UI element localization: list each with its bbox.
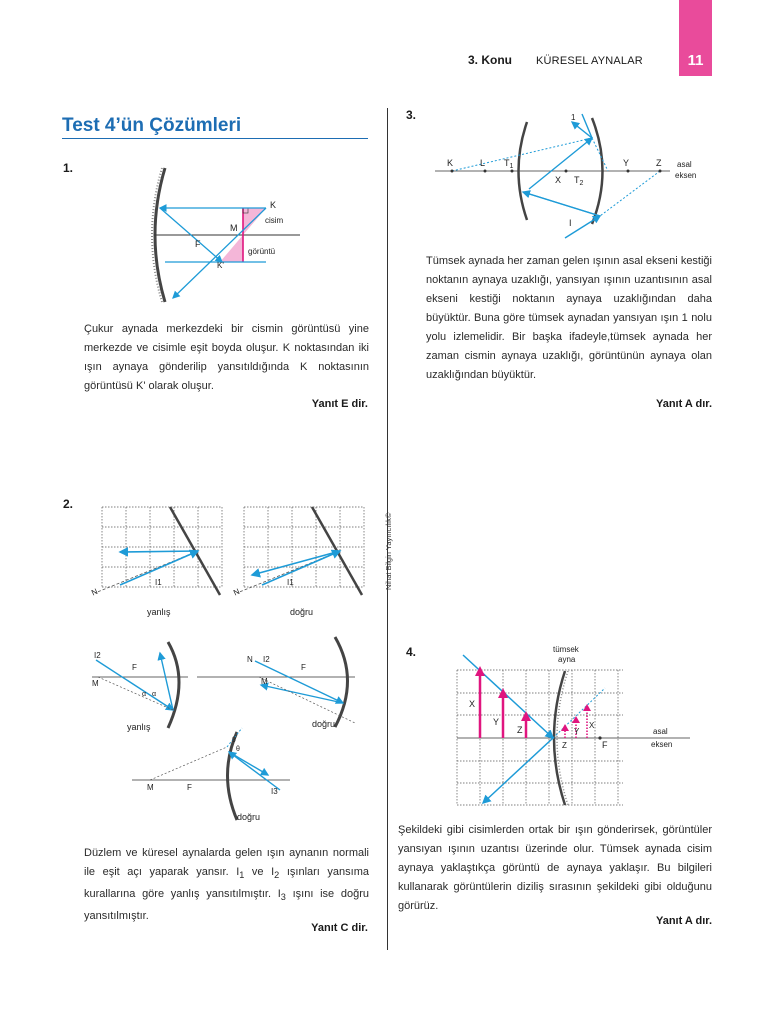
q2-label-I1-2: I1 [287, 578, 294, 587]
q3-label-X: X [555, 175, 562, 185]
q2-sub-3: 3 [280, 892, 286, 903]
q4-label-Z-image: Z [562, 741, 567, 750]
q3-label-1: 1 [571, 113, 576, 122]
q4-label-eksen: eksen [651, 740, 673, 749]
q2-label-M-convex: M [147, 783, 154, 792]
q2-text-c: ışınları yansıma kurallarına göre yanlış yansıtılmıştır. I [84, 866, 369, 901]
q4-label-Z: Z [517, 725, 523, 735]
q2-explanation [84, 844, 369, 926]
q3-label-asal: asal [677, 160, 692, 169]
q4-figure [455, 643, 700, 813]
q2-label-theta-2: θ [236, 746, 240, 753]
q2-label-alpha-2: α [152, 691, 157, 698]
q3-figure [430, 110, 720, 245]
q2-text-d: ışını ise doğru yansıtılmıştır. [84, 888, 369, 923]
q2-sub-2: 2 [274, 870, 280, 881]
q3-label-eksen: eksen [675, 171, 697, 180]
q2-caption-dogru-2: doğru [312, 719, 336, 729]
q2-text-a: Düzlem ve küresel aynalarda gelen ışın aynanın normali ile eşit açı yaparak yansır. I [84, 847, 369, 878]
q2-grid-figure-right [232, 505, 372, 605]
q4-explanation: Şekildeki gibi cisimlerden ortak bir ışın gönderirsek, görüntüler yansıyan ışının uzantısı üzerinde olur. Tümsek aynada cisim aynaya yaklaştıkça görüntü de aynaya yaklaşır. Bu bilgileri kullanarak görüntülerin diziliş sırasının şekildeki gibi olduğunu görürüz. [398, 824, 712, 912]
q1-figure [140, 160, 320, 310]
q2-convex-figure [130, 730, 300, 820]
q2-text-b: ve I [244, 866, 275, 878]
q4-label-F: F [602, 740, 608, 750]
q4-label-Y: Y [493, 717, 500, 727]
q3-explanation: Tümsek aynada her zaman gelen ışının asal ekseni kestiği noktanın aynaya uzaklığı, yansıyan ışının uzantısının asal ekseni kestiği noktanın aynaya uzaklığından daha büyüktür. Buna göre tümsek aynadan yansıyan ışın 1 nolu yolu izlemelidir. Bir başka ifadeyle,tümsek aynada her zaman cismin aynaya uzaklığı, görüntünün aynaya olan uzaklığından büyüktür. [426, 255, 712, 381]
q2-label-F-convex: F [187, 783, 192, 792]
page-number: 11 [687, 52, 704, 69]
q2-answer: Yanıt C dir. [311, 922, 368, 934]
q2-label-F-right: F [301, 663, 306, 672]
q2-sub-1: 1 [239, 870, 245, 881]
q3-label-L: L [480, 158, 486, 168]
q2-label-I3: I3 [271, 787, 278, 796]
q3-number: 3. [406, 108, 417, 122]
q4-label-tumsek: tümsek [553, 645, 579, 654]
q2-caption-yanlis-1: yanlış [147, 607, 171, 617]
q4-label-X-image: X [589, 721, 595, 730]
q1-explanation: Çukur aynada merkezdeki bir cismin görüntüsü yine merkezde ve cisimle eşit boyda oluşur. K noktasından iki ışın aynaya gönderilip yansıtıldığında K noktasının görüntüsü K' olarak oluşur. [84, 323, 369, 392]
q2-label-F-wrong: F [132, 663, 137, 672]
q4-label-Y-image: Y [574, 727, 580, 736]
q4-label-ayna: ayna [558, 655, 576, 664]
q1-number: 1. [63, 161, 74, 175]
q4-number: 4. [406, 645, 417, 659]
q2-label-N-2: N [232, 586, 242, 598]
q4-answer: Yanıt A dır. [655, 915, 712, 927]
publisher-vertical-text: Nihat Bilgin Yayıncılık© [384, 512, 393, 590]
q1-label-F: F [195, 239, 201, 249]
section-name: KÜRESEL AYNALAR [536, 55, 643, 67]
q3-label-T1: $T_1$ [504, 158, 514, 170]
q1-label-M: M [230, 223, 238, 233]
q2-label-M-wrong: M [92, 679, 99, 688]
q1-answer: Yanıt E dir. [311, 398, 368, 410]
q2-label-N-3: N [247, 655, 253, 664]
q3-label-Y: Y [623, 158, 630, 168]
q2-caption-dogru-1: doğru [290, 607, 314, 617]
q2-label-M-right: M [261, 677, 268, 686]
q3-label-T2: $T_2$ [574, 175, 584, 187]
q2-label-theta-1: θ [232, 737, 236, 744]
q2-label-I1: I1 [155, 578, 162, 587]
q1-label-Kprime: K' [217, 261, 224, 270]
q3-label-I: I [569, 218, 572, 228]
q3-label-K: K [447, 158, 454, 168]
q4-label-X: X [469, 699, 476, 709]
q4-label-asal: asal [653, 727, 668, 736]
q2-caption-yanlis-2: yanlış [127, 722, 151, 732]
q1-label-K: K [270, 200, 277, 210]
q1-label-goruntu: görüntü [248, 247, 276, 256]
q2-label-alpha-1: α [142, 691, 147, 698]
q2-label-I2-wrong: I2 [94, 651, 101, 660]
q3-label-Z: Z [656, 158, 662, 168]
q2-label-N: N [90, 586, 100, 598]
q3-answer: Yanıt A dır. [655, 398, 712, 410]
q2-grid-figure-wrong [90, 505, 230, 605]
page-title: Test 4’ün Çözümleri [62, 115, 242, 136]
q2-number: 2. [63, 497, 74, 511]
q1-label-cisim: cisim [265, 216, 284, 225]
q2-label-I2-right: I2 [263, 655, 270, 664]
q2-concave-figure-wrong [90, 640, 200, 735]
q2-concave-figure-right [195, 635, 365, 735]
q2-caption-dogru-3: doğru [237, 812, 261, 822]
topic-number: 3. Konu [468, 53, 512, 67]
title-underline [62, 138, 368, 139]
